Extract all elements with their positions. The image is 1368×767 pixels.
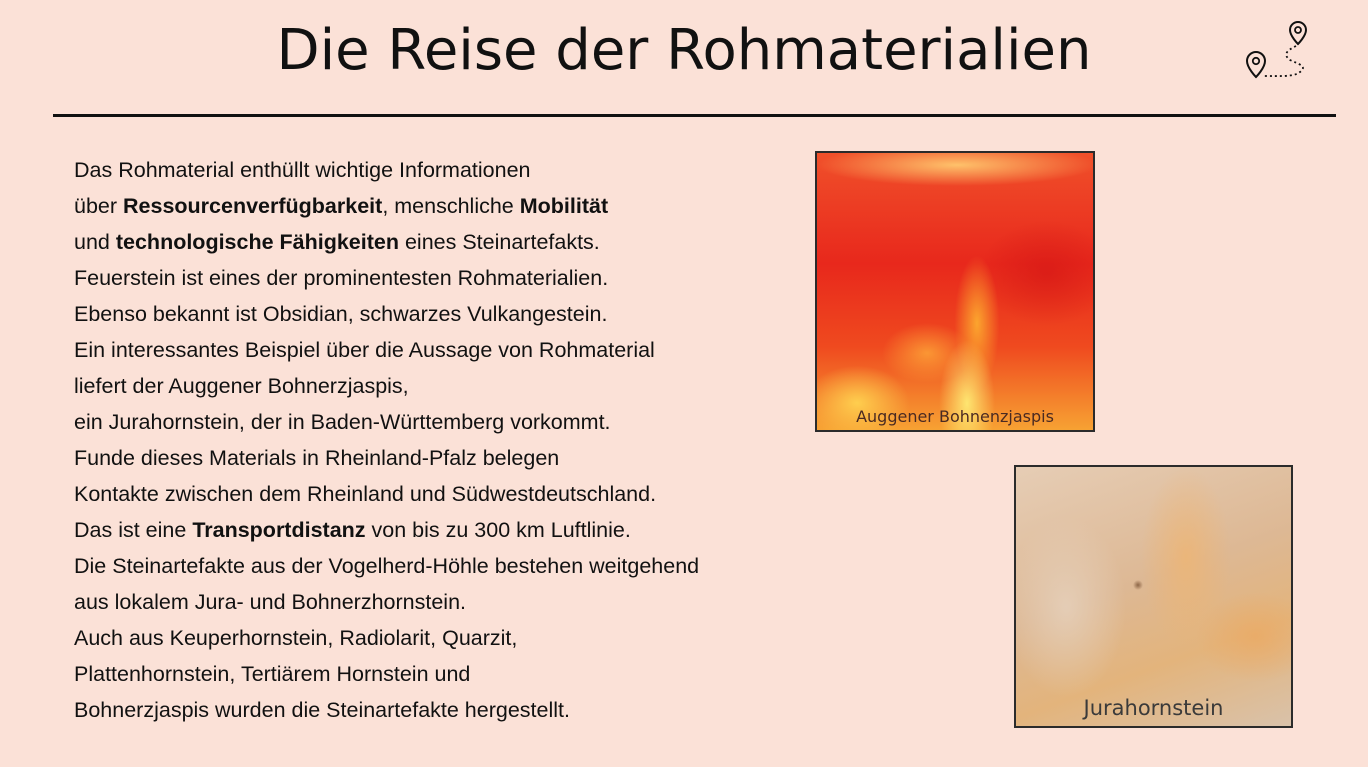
text-line: Kontakte zwischen dem Rheinland und Südwestdeutschland.	[74, 482, 657, 506]
jurahornstein-caption: Jurahornstein	[1083, 696, 1224, 720]
route-map-pins-icon	[1238, 18, 1310, 90]
emphasis-mobilitaet: Mobilität	[519, 194, 609, 218]
emphasis-technologie: technologische Fähigkeiten	[115, 230, 399, 254]
text-line: ein Jurahornstein, der in Baden-Württemberg vorkommt.	[74, 410, 611, 434]
text-line: Ebenso bekannt ist Obsidian, schwarzes Vulkangestein.	[74, 302, 608, 326]
text-line: Ein interessantes Beispiel über die Aussage von Rohmaterial	[74, 338, 655, 362]
text-line: Feuerstein ist eines der prominentesten Rohmaterialien.	[74, 266, 609, 290]
text-line: Das ist eine Transportdistanz von bis zu 300 km Luftlinie.	[74, 518, 631, 542]
page-title: Die Reise der Rohmaterialien	[276, 18, 1092, 83]
text-line: und technologische Fähigkeiten eines Steinartefakts.	[74, 230, 600, 254]
text-line: Bohnerzjaspis wurden die Steinartefakte hergestellt.	[74, 698, 570, 722]
emphasis-ressourcen: Ressourcenverfügbarkeit	[123, 194, 383, 218]
emphasis-transportdistanz: Transportdistanz	[192, 518, 366, 542]
text-line: über Ressourcenverfügbarkeit, menschliche Mobilität	[74, 194, 609, 218]
text-line: Plattenhornstein, Tertiärem Hornstein und	[74, 662, 471, 686]
text-line: Auch aus Keuperhornstein, Radiolarit, Quarzit,	[74, 626, 518, 650]
title-divider	[53, 114, 1336, 117]
text-line: aus lokalem Jura- und Bohnerzhornstein.	[74, 590, 466, 614]
jurahornstein-photo	[1014, 465, 1293, 728]
text-line: Die Steinartefakte aus der Vogelherd-Höhle bestehen weitgehend	[74, 554, 700, 578]
jaspis-photo	[815, 151, 1095, 432]
jaspis-caption: Auggener Bohnenzjaspis	[856, 407, 1054, 426]
body-text	[74, 152, 774, 728]
text-line: Funde dieses Materials in Rheinland-Pfalz belegen	[74, 446, 560, 470]
text-line: liefert der Auggener Bohnerzjaspis,	[74, 374, 409, 398]
text-line: Das Rohmaterial enthüllt wichtige Informationen	[74, 158, 531, 182]
